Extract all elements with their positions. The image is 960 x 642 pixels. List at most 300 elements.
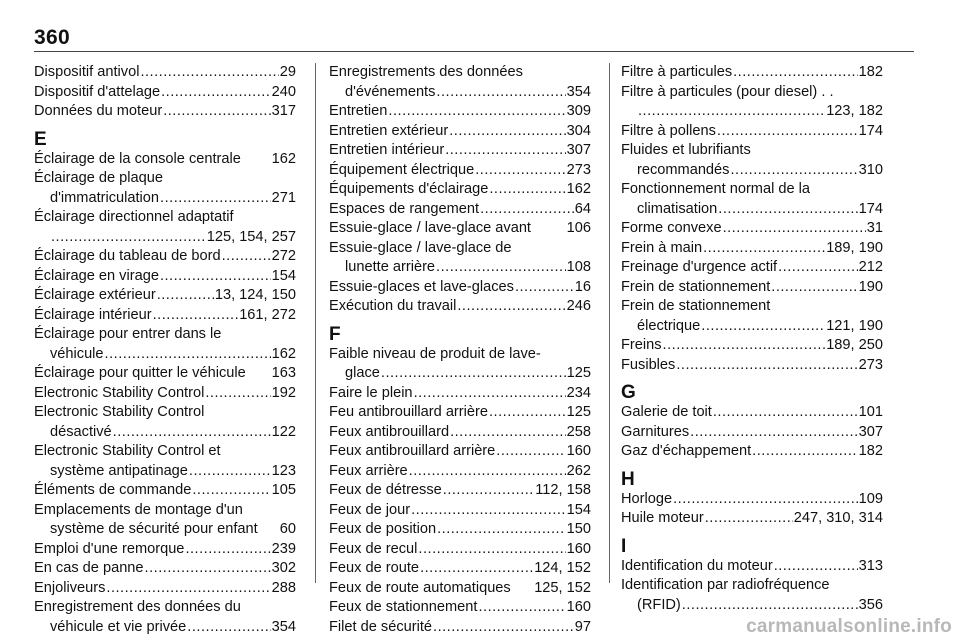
page-reference: 182 [858, 64, 883, 80]
page-reference: 162 [271, 150, 296, 167]
dot-leader [388, 102, 565, 122]
index-term: Frein de stationnement [621, 298, 771, 314]
index-term: désactivé [50, 423, 112, 440]
index-line [621, 239, 883, 259]
index-line [329, 141, 591, 161]
index-term: Dispositif d'attelage [34, 83, 161, 100]
index-line [329, 102, 591, 122]
index-line [329, 278, 591, 298]
index-line [621, 278, 883, 298]
index-term: lunette arrière [345, 259, 436, 275]
index-line [329, 219, 591, 239]
index-term: Feux de position [329, 521, 437, 537]
index-line [329, 501, 591, 521]
index-line [34, 462, 296, 482]
index-entry [621, 278, 883, 298]
index-line [329, 559, 591, 579]
index-term: Éclairage directionnel adaptatif [34, 209, 234, 225]
index-line [329, 403, 591, 423]
index-entry [34, 403, 296, 442]
index-entry [34, 150, 296, 170]
index-entry [329, 219, 591, 239]
index-line [34, 306, 296, 326]
index-term: recommandés [637, 161, 730, 178]
dot-leader [445, 141, 565, 161]
page-reference: 101 [858, 404, 883, 420]
index-entry [329, 180, 591, 200]
page-reference: 212 [858, 259, 883, 275]
index-entry [329, 540, 591, 560]
dot-leader [51, 228, 206, 248]
index-line [621, 596, 883, 616]
page-reference: 161, 272 [239, 306, 296, 323]
index-line [34, 579, 296, 599]
index-line [34, 102, 296, 122]
page-reference: 174 [858, 200, 883, 217]
index-entry [621, 509, 883, 529]
index-line [329, 462, 591, 482]
index-entry [621, 258, 883, 278]
index-line [34, 364, 296, 384]
page-reference: 105 [271, 482, 296, 498]
dot-leader [703, 239, 825, 259]
index-term: Essuie-glace / lave-glace avant [329, 220, 531, 236]
index-letter-heading: H [621, 468, 635, 490]
page-reference: 354 [271, 618, 296, 635]
page-reference: 154 [566, 501, 591, 518]
page-reference: 247, 310, 314 [793, 510, 883, 526]
column-divider [315, 63, 316, 583]
page-reference: 189, 190 [826, 239, 883, 256]
index-term: Freinage d'urgence actif [621, 259, 778, 275]
index-line [621, 219, 883, 239]
dot-leader [145, 559, 271, 579]
index-line [621, 63, 883, 83]
dot-leader [411, 501, 566, 521]
index-term: Éclairage pour entrer dans le [34, 326, 222, 342]
dot-leader [420, 559, 533, 579]
index-line [329, 442, 591, 462]
index-entry [34, 364, 296, 384]
index-entry [329, 102, 591, 122]
page-reference: 262 [566, 462, 591, 479]
index-term: Filtre à pollens [621, 122, 716, 139]
page-reference: 307 [566, 142, 591, 158]
page-reference: 162 [566, 181, 591, 197]
index-term: Frein à main [621, 239, 703, 256]
dot-leader [205, 384, 270, 404]
index-line [621, 356, 883, 376]
index-term: Electronic Stability Control [34, 384, 205, 401]
index-line [34, 150, 296, 170]
dot-leader [192, 481, 270, 501]
index-term: Fusibles [621, 356, 676, 373]
page-reference: 189, 250 [826, 337, 883, 353]
page-reference: 154 [271, 267, 296, 284]
index-term: Éclairage du tableau de bord [34, 248, 221, 264]
page-reference: 150 [566, 521, 591, 537]
watermark: carmanualsonline.info [746, 616, 952, 637]
page-reference: 121, 190 [826, 317, 883, 334]
page-reference: 174 [858, 122, 883, 139]
index-term: Exécution du travail [329, 298, 457, 314]
dot-leader [682, 596, 858, 616]
index-term: glace [345, 365, 380, 381]
index-letter-heading: G [621, 382, 636, 403]
index-entry [621, 356, 883, 376]
index-line [34, 345, 296, 365]
index-term: Filtre à particules [621, 64, 733, 80]
index-term: système de sécurité pour enfant [50, 521, 258, 537]
dot-leader [222, 247, 271, 267]
index-entry [329, 442, 591, 462]
index-term: d'immatriculation [50, 189, 160, 206]
index-line [329, 598, 591, 618]
dot-leader [449, 122, 565, 142]
page-reference: 123 [271, 462, 296, 479]
page-reference: 354 [566, 83, 591, 100]
dot-leader [730, 161, 857, 181]
index-term: Filtre à particules (pour diesel) . . [621, 83, 834, 100]
index-term: Éclairage de plaque [34, 170, 164, 186]
index-term: Emplacements de montage d'un [34, 501, 243, 518]
index-line [329, 258, 591, 278]
dot-leader [418, 540, 565, 560]
index-line [329, 481, 591, 501]
index-line [621, 258, 883, 278]
page-reference: 271 [271, 189, 296, 206]
dot-leader [185, 540, 270, 560]
index-entry [329, 520, 591, 540]
dot-leader [163, 102, 270, 122]
index-entry [34, 83, 296, 103]
index-term: Entretien extérieur [329, 122, 449, 139]
index-term: Enregistrements des données [329, 64, 523, 80]
page-reference: 125 [566, 404, 591, 420]
page-reference: 192 [271, 384, 296, 401]
dot-leader [713, 403, 858, 423]
index-term: Éclairage pour quitter le véhicule [34, 365, 246, 381]
page-reference: 109 [858, 490, 883, 507]
page-reference: 273 [566, 161, 591, 178]
index-term: climatisation [637, 200, 718, 217]
index-entry [621, 442, 883, 462]
page-reference: 125, 154, 257 [206, 228, 296, 245]
index-term: Emploi d'une remorque [34, 540, 185, 557]
index-line [34, 286, 296, 306]
index-entry [329, 297, 591, 317]
index-column-2 [329, 63, 591, 637]
index-term: d'événements [345, 83, 436, 100]
index-line [329, 200, 591, 220]
index-letter-heading: F [329, 323, 341, 345]
dot-leader [187, 618, 270, 638]
index-entry [621, 219, 883, 239]
index-term: Galerie de toit [621, 404, 712, 420]
index-term: système antipatinage [50, 462, 188, 479]
dot-leader [723, 219, 866, 239]
dot-leader [160, 267, 271, 287]
index-entry [329, 579, 591, 599]
dot-leader [717, 122, 858, 142]
page-reference: 317 [271, 103, 296, 119]
index-entry [34, 559, 296, 579]
index-entry [329, 618, 591, 638]
index-line [329, 423, 591, 443]
index-entry [329, 345, 591, 384]
index-entry [621, 576, 883, 615]
dot-leader [443, 481, 535, 501]
dot-leader [140, 63, 278, 83]
page-reference: 239 [271, 540, 296, 557]
page-reference: 29 [279, 64, 296, 80]
index-line [621, 423, 883, 443]
index-term: Éclairage intérieur [34, 306, 152, 323]
index-line [34, 247, 296, 267]
dot-leader [690, 423, 858, 443]
page-reference: 125, 152 [534, 579, 591, 596]
index-line [34, 618, 296, 638]
index-line [329, 83, 591, 103]
dot-leader [153, 306, 239, 326]
index-line [34, 559, 296, 579]
index-entry [329, 384, 591, 404]
index-entry [621, 336, 883, 356]
page-reference: 246 [566, 298, 591, 314]
index-term: Faire le plein [329, 384, 413, 401]
dot-leader [189, 462, 271, 482]
page-reference: 273 [858, 356, 883, 373]
index-entry [621, 490, 883, 510]
index-entry [621, 180, 883, 219]
dot-leader [480, 200, 574, 220]
index-term: véhicule et vie privée [50, 618, 187, 635]
dot-leader [113, 423, 271, 443]
index-entry [34, 481, 296, 501]
dot-leader [478, 598, 565, 618]
page-reference: 160 [566, 443, 591, 459]
index-line [34, 423, 296, 443]
page-reference: 13, 124, 150 [214, 287, 296, 303]
index-letter-heading: E [34, 128, 47, 150]
index-term: Electronic Stability Control [34, 404, 205, 420]
index-line [621, 557, 883, 577]
index-term: Filet de sécurité [329, 618, 433, 635]
dot-leader [496, 442, 565, 462]
index-term: électrique [637, 317, 701, 334]
index-term: Feu antibrouillard arrière [329, 404, 488, 420]
index-term: Équipements d'éclairage [329, 181, 489, 197]
index-term: Feux de jour [329, 501, 411, 518]
page-reference: 163 [271, 365, 296, 381]
index-column-3 [621, 63, 883, 615]
page-reference: 234 [566, 384, 591, 401]
index-line [34, 481, 296, 501]
page-reference: 160 [566, 599, 591, 615]
index-line [329, 161, 591, 181]
dot-leader [433, 618, 574, 638]
page-reference: 106 [566, 220, 591, 236]
index-term: Éléments de commande [34, 482, 192, 498]
index-entry [34, 102, 296, 122]
index-term: Entretien intérieur [329, 142, 445, 158]
dot-leader [436, 258, 566, 278]
page-reference: 240 [271, 83, 296, 100]
index-entry [621, 403, 883, 423]
index-entry [34, 267, 296, 287]
page-reference: 64 [574, 200, 591, 217]
dot-leader [771, 278, 857, 298]
index-term: Éclairage extérieur [34, 287, 156, 303]
index-line [621, 490, 883, 510]
dot-leader [414, 384, 566, 404]
index-entry [621, 83, 883, 122]
column-divider [609, 63, 610, 583]
index-term: Feux de stationnement [329, 599, 478, 615]
index-entry [34, 384, 296, 404]
index-line [621, 403, 883, 423]
index-term: (RFID) [637, 596, 681, 613]
index-term: véhicule [50, 345, 104, 362]
index-term: Dispositif antivol [34, 64, 140, 80]
index-term: Fluides et lubrifiants [621, 142, 751, 158]
index-term: Feux arrière [329, 462, 408, 479]
index-entry [329, 559, 591, 579]
dot-leader [381, 364, 566, 384]
page-reference: 356 [858, 596, 883, 613]
index-term: Fonctionnement normal de la [621, 181, 811, 197]
index-line [621, 509, 883, 529]
page-reference: 304 [566, 122, 591, 139]
index-entry [34, 286, 296, 306]
index-term: Identification par radiofréquence [621, 577, 830, 593]
dot-leader [733, 63, 858, 83]
index-line [621, 161, 883, 181]
page-reference: 31 [866, 220, 883, 236]
dot-leader [673, 490, 858, 510]
index-line [329, 180, 591, 200]
dot-leader [161, 83, 271, 103]
index-line [34, 267, 296, 287]
index-entry [34, 501, 296, 540]
index-term: Garnitures [621, 423, 690, 440]
index-term: Feux de route automatiques [329, 579, 511, 596]
index-entry [34, 598, 296, 637]
index-term: Feux de détresse [329, 482, 442, 498]
index-line [34, 540, 296, 560]
index-line [329, 579, 591, 599]
dot-leader [450, 423, 566, 443]
page-reference: 190 [858, 278, 883, 295]
index-entry [34, 325, 296, 364]
page-reference: 309 [566, 103, 591, 119]
index-entry [34, 208, 296, 247]
index-entry [329, 481, 591, 501]
page-reference: 288 [271, 579, 296, 596]
index-entry [34, 63, 296, 83]
index-entry [621, 63, 883, 83]
index-term: Gaz d'échappement [621, 443, 752, 459]
index-line [621, 102, 883, 122]
index-entry [621, 297, 883, 336]
dot-leader [160, 189, 271, 209]
page-reference: 108 [566, 259, 591, 275]
index-line [329, 618, 591, 638]
index-line [329, 364, 591, 384]
index-entry [329, 598, 591, 618]
index-term: Identification du moteur [621, 557, 773, 574]
index-term: Essuie-glaces et lave-glaces [329, 278, 514, 295]
index-term: Huile moteur [621, 510, 704, 526]
page-reference: 16 [574, 278, 591, 295]
index-letter-heading: I [621, 535, 627, 557]
dot-leader [475, 161, 565, 181]
index-term: Faible niveau de produit de lave- [329, 345, 541, 362]
header-rule [34, 51, 914, 52]
page-reference: 272 [271, 248, 296, 264]
index-line [329, 520, 591, 540]
index-term: Éclairage en virage [34, 267, 159, 284]
index-entry [329, 141, 591, 161]
index-entry [34, 540, 296, 560]
index-entry [621, 239, 883, 259]
page-reference: 60 [279, 521, 296, 537]
page-reference: 160 [566, 540, 591, 557]
dot-leader [437, 520, 566, 540]
index-term: Electronic Stability Control et [34, 443, 221, 459]
index-term: Feux antibrouillard arrière [329, 443, 496, 459]
index-line [34, 83, 296, 103]
index-entry [329, 161, 591, 181]
index-term: Feux de route [329, 560, 420, 576]
page-reference: 182 [858, 443, 883, 459]
index-entry [329, 239, 591, 278]
index-entry [621, 141, 883, 180]
page-reference: 122 [271, 423, 296, 440]
dot-leader [718, 200, 857, 220]
index-term: Freins [621, 337, 662, 353]
index-line [34, 63, 296, 83]
dot-leader [701, 317, 825, 337]
dot-leader [515, 278, 574, 298]
index-entry [329, 423, 591, 443]
index-term: Frein de stationnement [621, 278, 771, 295]
index-line [34, 189, 296, 209]
index-entry [329, 200, 591, 220]
index-column-1 [34, 63, 296, 637]
index-term: Enregistrement des données du [34, 599, 241, 615]
dot-leader [409, 462, 566, 482]
page-reference: 162 [271, 345, 296, 362]
page-reference: 125 [566, 365, 591, 381]
dot-leader [436, 83, 565, 103]
index-line [329, 122, 591, 142]
index-line [621, 200, 883, 220]
index-entry [329, 501, 591, 521]
page-reference: 307 [858, 423, 883, 440]
index-entry [621, 122, 883, 142]
index-line [329, 384, 591, 404]
page-reference: 124, 152 [534, 560, 591, 576]
dot-leader [106, 579, 270, 599]
index-term: Feux de recul [329, 540, 418, 557]
index-term: Entretien [329, 103, 388, 119]
dot-leader [778, 258, 858, 278]
index-entry [329, 63, 591, 102]
dot-leader [663, 336, 826, 356]
index-entry [329, 122, 591, 142]
index-entry [329, 462, 591, 482]
